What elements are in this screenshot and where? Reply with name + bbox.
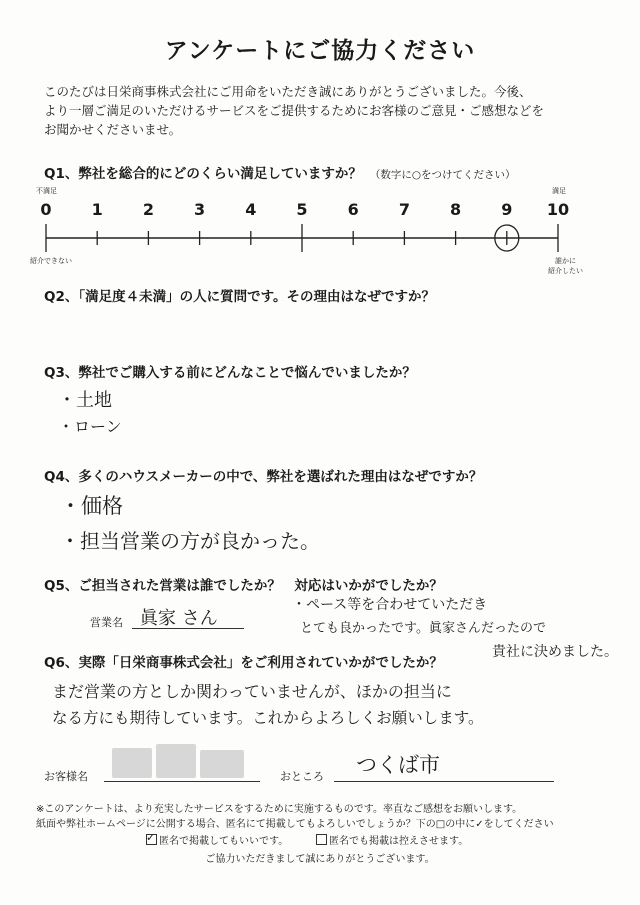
q5-comment: とても良かったです。眞家さんだったので: [300, 621, 546, 636]
question-1: [44, 162, 516, 182]
intro-line: より一層ご満足のいただけるサービスをご提供するためにお客様のご意見・ご感想などを: [44, 103, 545, 118]
page-title: アンケートにご協力ください: [164, 38, 476, 64]
customer-name-underline: [104, 781, 260, 782]
question-5: Q5、ご担当された営業は誰でしたか？ 対応はいかがでしたか？: [44, 578, 443, 594]
footer-note-1: ※このアンケートは、より充実したサービスをするために実施するものです。率直なご感想をお願いします。: [36, 804, 523, 815]
scale-number[interactable]: 7: [398, 200, 410, 219]
q6-answer: まだ営業の方としか関わっていませんが、ほかの担当に: [52, 682, 452, 701]
redacted-name: [112, 748, 152, 778]
scale-number[interactable]: 5: [296, 200, 308, 219]
q4-answer: ・担当営業の方が良かった。: [60, 529, 320, 553]
intro-text: [44, 82, 604, 139]
question-1-note: （数字に○をつけてください）: [369, 169, 516, 181]
redacted-name: [156, 744, 196, 778]
q4-answer: ・価格: [60, 494, 123, 518]
sales-name-value: 眞家 さん: [140, 608, 218, 629]
q6-answer: なる方にも期待しています。これからよろしくお願いします。: [52, 709, 484, 727]
scale-number[interactable]: 10: [546, 200, 570, 219]
scale-right-top: 満足: [552, 187, 566, 195]
checkbox-checked[interactable]: [146, 831, 157, 845]
scale-number[interactable]: 4: [245, 200, 257, 219]
question-6: Q6、実際「日栄商事株式会社」をご利用されていかがでしたか？: [44, 655, 443, 671]
scale-left-top: 不満足: [36, 187, 57, 195]
customer-name-label: お客様名: [44, 770, 88, 783]
question-1-label: Q1、弊社を総合的にどのくらい満足していますか？: [44, 166, 362, 182]
scale-number[interactable]: 9: [501, 200, 513, 219]
scale-right-bottom-1: 誰かに: [555, 257, 576, 265]
q5-comment: 貴社に決めました。: [492, 644, 618, 660]
checkbox-unchecked[interactable]: [316, 834, 327, 845]
scale-number[interactable]: 8: [450, 200, 462, 219]
scale-left-bottom: 紹介できない: [30, 257, 72, 265]
redacted-name: [200, 750, 244, 778]
scale-right-bottom-2: 紹介したい: [548, 267, 583, 275]
scale-number[interactable]: 1: [91, 200, 103, 219]
question-3: Q3、弊社でご購入する前にどんなことで悩んでいましたか？: [44, 365, 416, 381]
q3-answer: ・土地: [58, 390, 112, 411]
address-value: つくば市: [356, 753, 440, 777]
intro-line: お聞かせくださいませ。: [44, 122, 182, 137]
sales-name-underline: [132, 628, 244, 629]
option-anonymous-ok-label: 匿名で掲載してもいいです。: [159, 836, 289, 847]
question-4: Q4、多くのハウスメーカーの中で、弊社を選ばれた理由はなぜですか？: [44, 469, 483, 485]
question-2: Q2、「満足度４未満」の人に質問です。その理由はなぜですか？: [44, 289, 436, 305]
intro-line: このたびは日栄商事株式会社にご用命をいただき誠にありがとうございました。今後、: [44, 84, 532, 99]
thanks-text: ご協力いただきまして誠にありがとうございます。: [205, 854, 435, 865]
option-anonymous-ok[interactable]: [146, 832, 288, 847]
scale-number[interactable]: 0: [40, 200, 52, 219]
check-mark-icon: ✓: [146, 831, 156, 844]
option-anonymous-decline[interactable]: [316, 832, 468, 847]
q3-answer: ・ローン: [58, 417, 122, 436]
scale-right-bottom: [548, 256, 583, 276]
option-anonymous-decline-label: 匿名でも掲載は控えさせます。: [329, 836, 469, 847]
footer-note-2: 紙面や弊社ホームページに公開する場合、匿名にて掲載してもよろしいでしょうか？下の□の中に✓をしてください: [36, 819, 554, 830]
address-underline: [334, 781, 554, 782]
satisfaction-scale-labels: [0, 200, 640, 224]
satisfaction-scale: [0, 224, 640, 254]
q5-comment: ・ペース等を合わせていただき: [292, 597, 488, 613]
address-label: おところ: [280, 770, 324, 783]
sales-name-label: 営業名: [90, 616, 123, 629]
scale-number[interactable]: 6: [347, 200, 359, 219]
scale-number[interactable]: 3: [194, 200, 206, 219]
scale-number[interactable]: 2: [142, 200, 154, 219]
